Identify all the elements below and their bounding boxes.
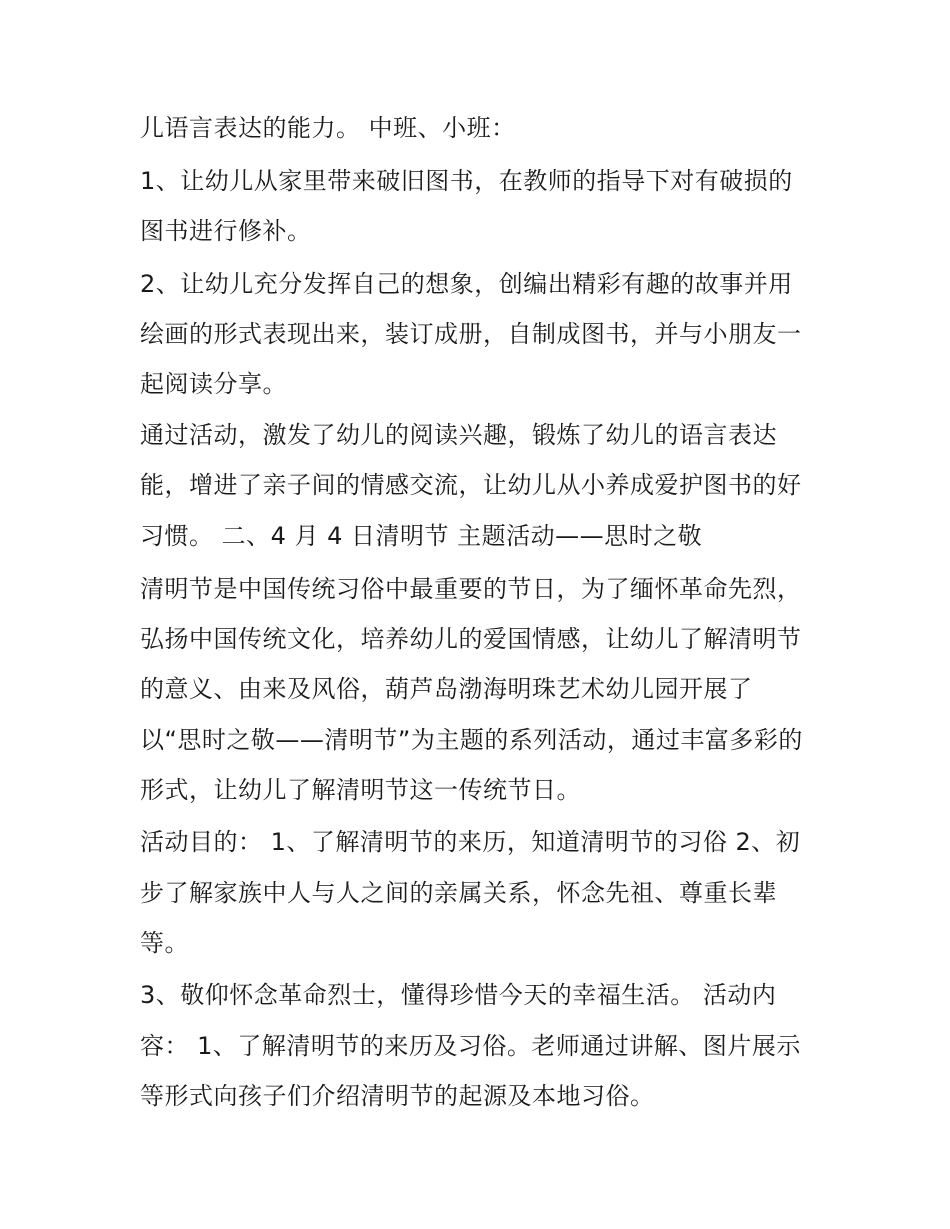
text-line: 2、让幼儿充分发挥自己的想象，创编出精彩有趣的故事并用 <box>140 270 793 298</box>
text-line: 儿语言表达的能力。 中班、小班： <box>140 114 516 142</box>
text-line: 能，增进了亲子间的情感交流，让幼儿从小养成爱护图书的好 <box>140 471 802 499</box>
text-line: 3、敬仰怀念革命烈士，懂得珍惜今天的幸福生活。 活动内 <box>140 981 777 1009</box>
text-line: 的意义、由来及风俗，葫芦岛渤海明珠艺术幼儿园开展了 <box>140 675 753 703</box>
text-line: 以“思时之敬——清明节”为主题的系列活动，通过丰富多彩的 <box>140 726 803 754</box>
text-line: 形式，让幼儿了解清明节这一传统节日。 <box>140 776 581 804</box>
text-line: 图书进行修补。 <box>140 217 312 245</box>
text-line: 清明节是中国传统习俗中最重要的节日，为了缅怀革命先烈， <box>140 575 802 603</box>
text-line: 等形式向孩子们介绍清明节的起源及本地习俗。 <box>140 1082 655 1110</box>
section-heading-line: 习惯。 二、4 月 4 日清明节 主题活动——思时之敬 <box>140 522 703 550</box>
text-line: 弘扬中国传统文化，培养幼儿的爱国情感，让幼儿了解清明节 <box>140 625 802 653</box>
text-line: 通过活动，激发了幼儿的阅读兴趣，锻炼了幼儿的语言表达 <box>140 421 777 449</box>
text-line: 容： 1、了解清明节的来历及习俗。老师通过讲解、图片展示 <box>140 1032 801 1060</box>
text-line: 活动目的： 1、了解清明节的来历，知道清明节的习俗 2、初 <box>140 828 801 856</box>
text-line: 起阅读分享。 <box>140 370 287 398</box>
text-line: 绘画的形式表现出来，装订成册，自制成图书，并与小朋友一 <box>140 320 802 348</box>
text-line: 1、让幼儿从家里带来破旧图书，在教师的指导下对有破损的 <box>140 167 793 195</box>
text-line: 步了解家族中人与人之间的亲属关系，怀念先祖、尊重长辈 <box>140 879 777 907</box>
text-line: 等。 <box>140 929 189 957</box>
